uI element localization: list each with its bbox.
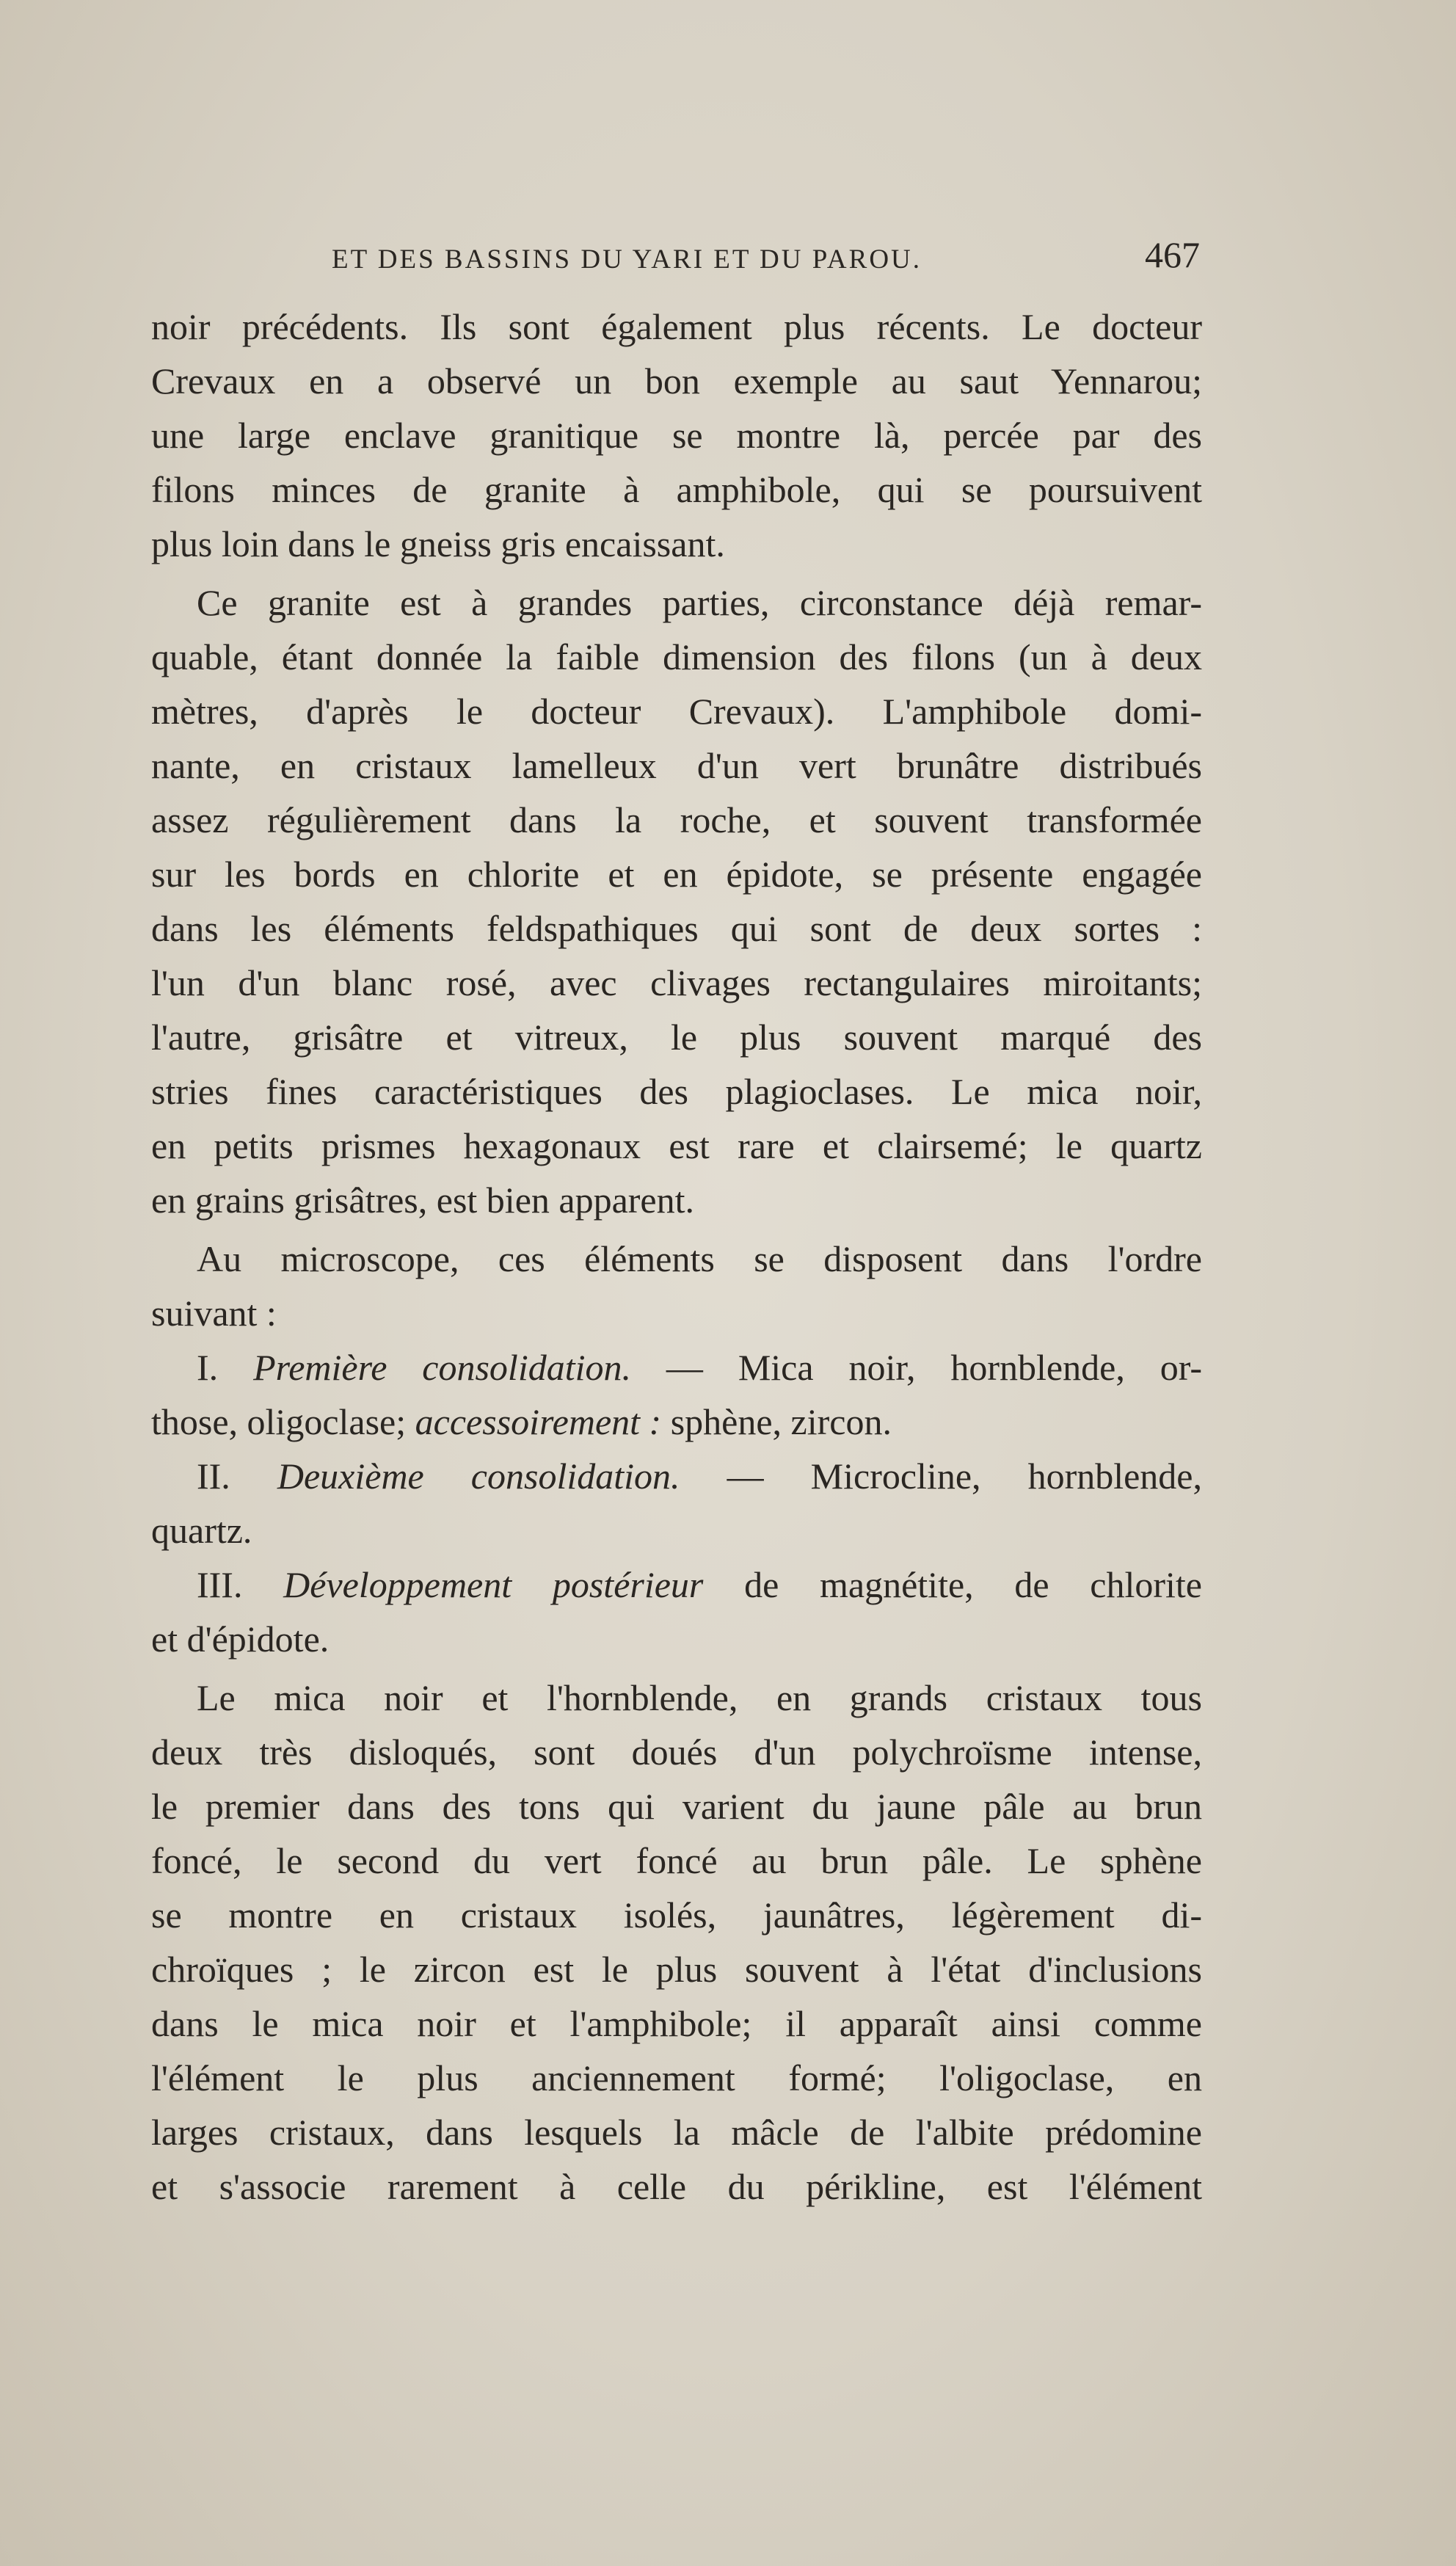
text-line: stries fines caractéristiques des plagioclases. Le mica noir, bbox=[151, 1071, 1202, 1112]
list-text: — Mica noir, hornblende, or- bbox=[666, 1347, 1203, 1388]
text-line: et s'associe rarement à celle du périkline, est l'élément bbox=[151, 2166, 1202, 2207]
list-emphasis: accessoirement : bbox=[415, 1401, 662, 1442]
text-line: chroïques ; le zircon est le plus souvent à l'état d'inclusions bbox=[151, 1949, 1202, 1990]
list-item bbox=[151, 1340, 1202, 1395]
text-line: sur les bords en chlorite et en épidote, se présente engagée bbox=[151, 854, 1202, 895]
list-text: — Microcline, hornblende, bbox=[727, 1455, 1202, 1497]
text-line: mètres, d'après le docteur Crevaux). L'amphibole domi- bbox=[151, 691, 1202, 732]
text-line: une large enclave granitique se montre là, percée par des bbox=[151, 415, 1202, 456]
running-head: ET DES BASSINS DU YARI ET DU PAROU. bbox=[332, 244, 922, 275]
text-line: larges cristaux, dans lesquels la mâcle de l'albite prédomine bbox=[151, 2112, 1202, 2153]
text-line: foncé, le second du vert foncé au brun pâle. Le sphène bbox=[151, 1840, 1202, 1881]
text-line: suivant : bbox=[151, 1293, 277, 1334]
text-line: deux très disloqués, sont doués d'un polychroïsme intense, bbox=[151, 1731, 1202, 1773]
text-line: en grains grisâtres, est bien apparent. bbox=[151, 1180, 695, 1221]
text-line: dans les éléments feldspathiques qui sont de deux sortes : bbox=[151, 908, 1202, 949]
list-item-continuation: et d'épidote. bbox=[151, 1618, 330, 1660]
text-line: Au microscope, ces éléments se disposent dans l'ordre bbox=[197, 1238, 1202, 1279]
text-line: noir précédents. Ils sont également plus récents. Le docteur bbox=[151, 306, 1202, 347]
list-number: II. bbox=[197, 1455, 230, 1497]
text-line: plus loin dans le gneiss gris encaissant. bbox=[151, 523, 725, 564]
list-number: I. bbox=[197, 1347, 219, 1388]
page-header bbox=[147, 233, 1200, 292]
text-line: Ce granite est à grandes parties, circonstance déjà remar- bbox=[197, 582, 1202, 623]
list-number: III. bbox=[197, 1564, 243, 1605]
text-line: en petits prismes hexagonaux est rare et clairsemé; le quartz bbox=[151, 1125, 1202, 1166]
list-text: those, oligoclase; bbox=[151, 1401, 407, 1442]
text-line: le premier dans des tons qui varient du jaune pâle au brun bbox=[151, 1786, 1202, 1827]
text-line: dans le mica noir et l'amphibole; il apparaît ainsi comme bbox=[151, 2003, 1202, 2044]
list-title: Première consolidation. bbox=[253, 1347, 632, 1388]
text-line: Crevaux en a observé un bon exemple au saut Yennarou; bbox=[151, 360, 1202, 401]
text-line: assez régulièrement dans la roche, et souvent transformée bbox=[151, 799, 1202, 840]
text-line: se montre en cristaux isolés, jaunâtres, légèrement di- bbox=[151, 1894, 1202, 1936]
list-text: de magnétite, de chlorite bbox=[744, 1564, 1202, 1605]
text-line: nante, en cristaux lamelleux d'un vert brunâtre distribués bbox=[151, 745, 1202, 786]
body-text bbox=[151, 299, 1202, 2214]
text-line: Le mica noir et l'hornblende, en grands cristaux tous bbox=[197, 1677, 1202, 1718]
list-title: Deuxième consolidation. bbox=[277, 1455, 680, 1497]
text-line: l'un d'un blanc rosé, avec clivages rectangulaires miroitants; bbox=[151, 962, 1202, 1003]
list-title: Développement postérieur bbox=[283, 1564, 704, 1605]
page-number: 467 bbox=[1145, 234, 1200, 275]
text-line: filons minces de granite à amphibole, qui se poursuivent bbox=[151, 469, 1202, 510]
list-text: sphène, zircon. bbox=[670, 1401, 892, 1442]
list-item-continuation bbox=[151, 1395, 1202, 1449]
list-item bbox=[151, 1558, 1202, 1612]
list-item bbox=[151, 1449, 1202, 1503]
list-item-continuation: quartz. bbox=[151, 1510, 252, 1551]
text-line: quable, étant donnée la faible dimension des filons (un à deux bbox=[151, 636, 1202, 677]
text-line: l'autre, grisâtre et vitreux, le plus souvent marqué des bbox=[151, 1017, 1202, 1058]
text-line: l'élément le plus anciennement formé; l'oligoclase, en bbox=[151, 2057, 1202, 2098]
